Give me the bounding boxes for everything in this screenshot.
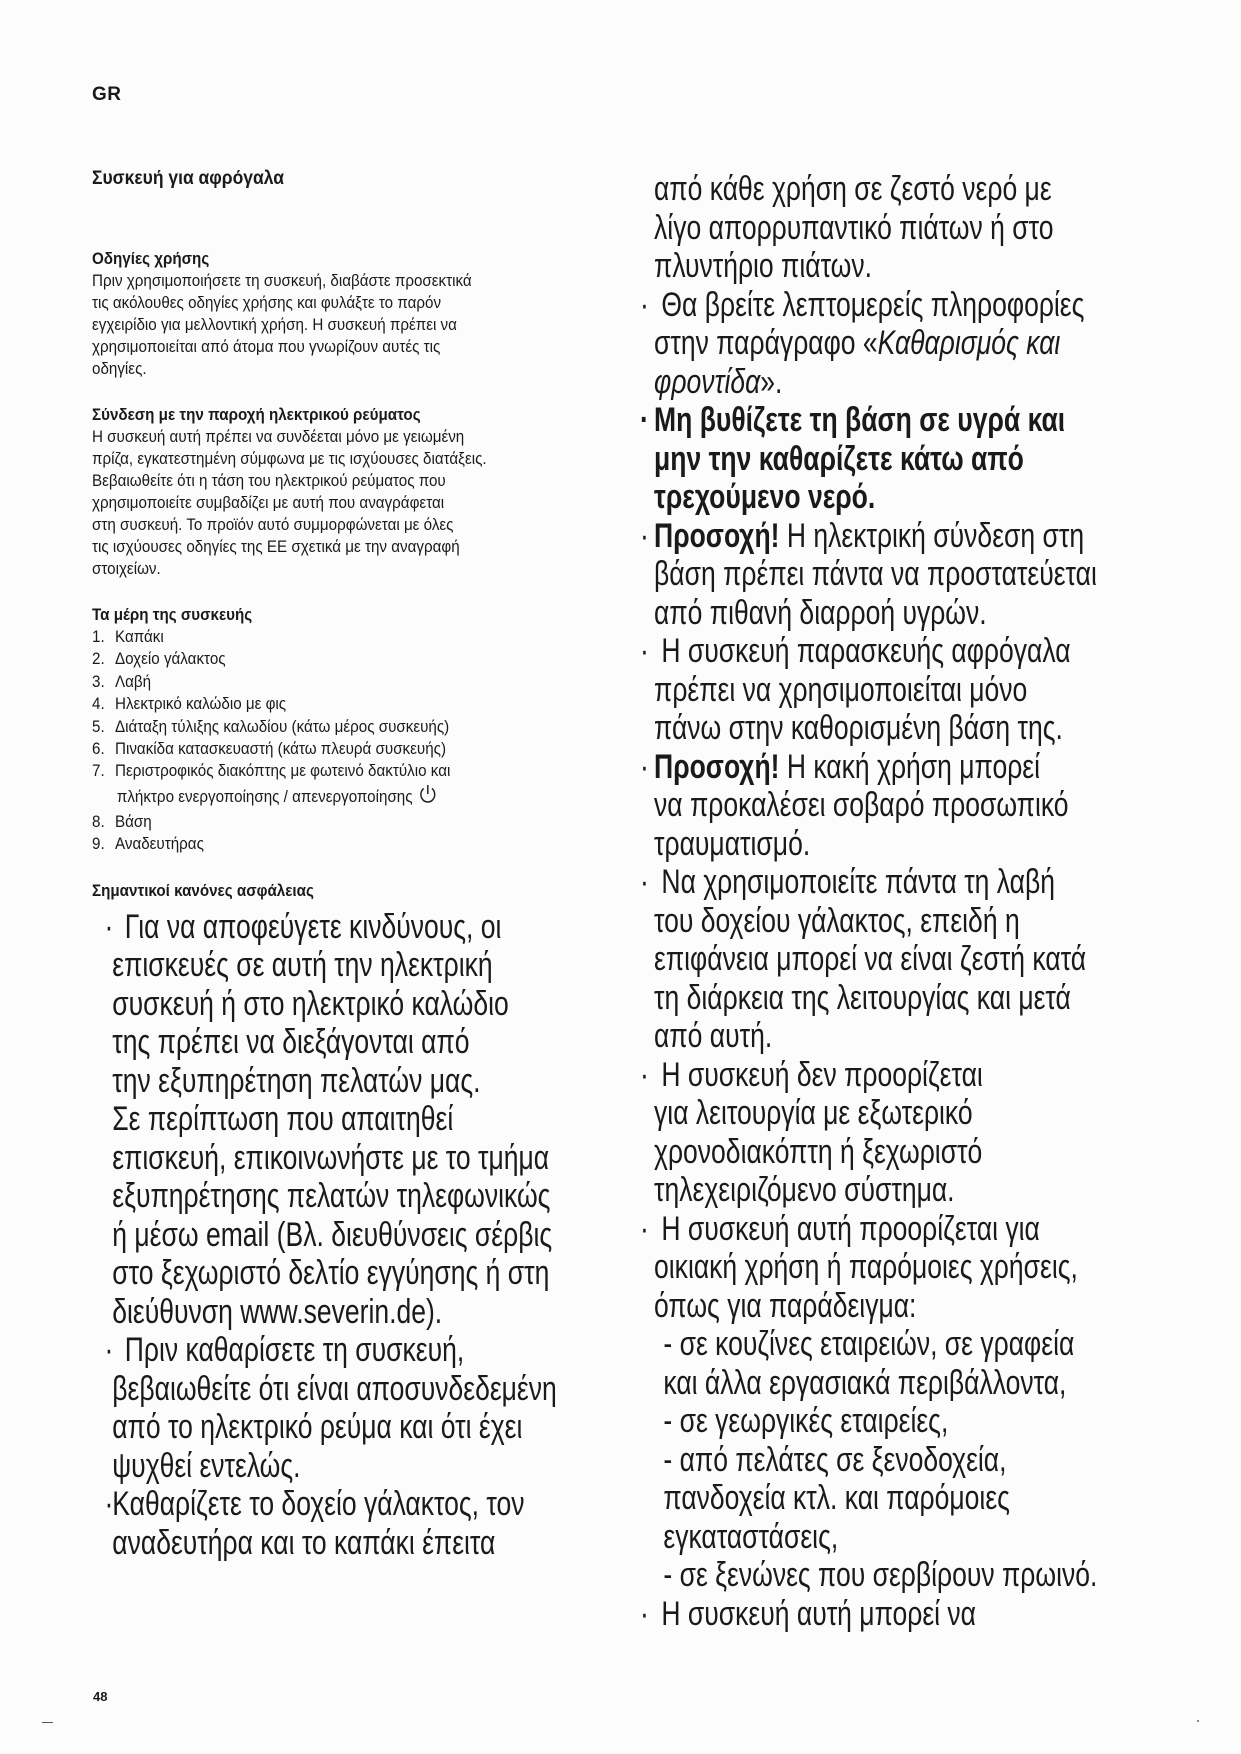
text-line: - σε ξενώνες που σερβίρουν πρωινό. xyxy=(663,1556,1098,1594)
item-text: Ηλεκτρικό καλώδιο με φις xyxy=(115,695,287,714)
text-line: - σε κουζίνες εταιρειών, σε γραφεία xyxy=(663,1325,1075,1363)
line-text: Η συσκευή αυτή προορίζεται για xyxy=(661,1209,1040,1248)
list-item-continuation xyxy=(92,783,570,811)
text-line xyxy=(640,324,1085,363)
item-text: Δοχείο γάλακτος xyxy=(115,650,226,669)
text-line xyxy=(640,1595,1085,1634)
text-line: ψυχθεί εντελώς. xyxy=(112,1446,301,1485)
text-line xyxy=(640,863,1085,902)
crop-mark xyxy=(42,1722,53,1723)
text-line: στο ξεχωριστό δελτίο εγγύησης ή στη xyxy=(112,1254,550,1293)
text-line xyxy=(640,286,1085,325)
text-line: εξυπηρέτησης πελατών τηλεφωνικώς xyxy=(112,1177,551,1216)
text-line: επισκευές σε αυτή την ηλεκτρική xyxy=(112,946,493,985)
line-text: Η συσκευή παρασκευής αφρόγαλα xyxy=(661,632,1071,670)
text-line: Πριν χρησιμοποιήσετε τη συσκευή, διαβάστε προσεκτικά xyxy=(92,272,472,290)
text-line: και άλλα εργασιακά περιβάλλοντα, xyxy=(663,1363,1067,1402)
list-item xyxy=(92,811,570,833)
section-heading-safety: Σημαντικοί κανόνες ασφάλειας xyxy=(92,881,314,900)
text-line xyxy=(640,363,1085,402)
parts-list xyxy=(92,626,612,856)
text-line xyxy=(640,632,1085,671)
page-number: 48 xyxy=(93,1689,108,1704)
text-line: του δοχείου γάλακτος, επειδή η xyxy=(654,901,1020,940)
text-line xyxy=(640,1056,1085,1095)
text-line: της πρέπει να διεξάγονται από xyxy=(112,1023,470,1062)
bullet: · xyxy=(640,632,649,670)
text-line: την εξυπηρέτηση πελατών μας. xyxy=(112,1061,481,1100)
text-line: εγκαταστάσεις, xyxy=(663,1517,839,1556)
line-text: Θα βρείτε λεπτομερείς πληροφορίες xyxy=(661,285,1085,324)
text-line: χρονοδιακόπτη ή ξεχωριστό xyxy=(654,1132,983,1171)
text-line: από κάθε χρήση σε ζεστό νερό με xyxy=(654,170,1052,208)
text-line: πρέπει να χρησιμοποιείται μόνο xyxy=(654,670,1028,709)
text-line xyxy=(92,1331,498,1370)
item-text: Αναδευτήρας xyxy=(115,835,204,854)
bullet: · xyxy=(640,747,649,786)
section-heading-connection: Σύνδεση με την παροχή ηλεκτρικού ρεύματος xyxy=(92,406,421,424)
item-text: Πινακίδα κατασκευαστή (κάτω πλευρά συσκευής) xyxy=(115,740,447,759)
safety-left-text xyxy=(92,908,612,1563)
list-item xyxy=(92,671,570,693)
list-item xyxy=(92,648,570,670)
document-title: Συσκευή για αφρόγαλα xyxy=(92,168,285,189)
item-number: 8. xyxy=(92,812,105,831)
item-number: 7. xyxy=(92,762,105,781)
text-line: τηλεχειριζόμενο σύστημα. xyxy=(654,1171,955,1209)
text-line: τραυματισμό. xyxy=(654,824,811,863)
caution-label: Προσοχή! xyxy=(654,747,780,786)
text-line: χρησιμοποιείται από άτομα που γνωρίζουν αυτές τις xyxy=(92,338,441,356)
text-line: Σε περίπτωση που απαιτηθεί xyxy=(112,1100,454,1139)
text-line: Η συσκευή αυτή πρέπει να συνδέεται μόνο με γειωμένη xyxy=(92,428,465,446)
text-line: λίγο απορρυπαντικό πιάτων ή στο xyxy=(654,208,1054,247)
line-text: Καθαρίζετε το δοχείο γάλακτος, τον xyxy=(112,1485,525,1524)
section-heading-instructions: Οδηγίες χρήσης xyxy=(92,250,210,268)
text-line: πρίζα, εγκατεστημένη σύμφωνα με τις ισχύουσες διατάξεις. xyxy=(92,450,487,468)
text-line: οδηγίες. xyxy=(92,360,147,378)
connection-paragraph xyxy=(92,426,612,580)
text-line: πανδοχεία κτλ. και παρόμοιες xyxy=(663,1479,1010,1517)
item-number: 5. xyxy=(92,717,105,736)
text-line: στη συσκευή. Το προϊόν αυτό συμμορφώνεται με όλες xyxy=(92,516,454,534)
list-item xyxy=(92,716,570,738)
text-line: - από πελάτες σε ξενοδοχεία, xyxy=(663,1440,1007,1479)
cross-reference: Καθαρισμός και xyxy=(877,324,1061,362)
line-text: Για να αποφεύγετε κινδύνους, οι xyxy=(124,907,502,946)
line-text: Να χρησιμοποιείτε πάντα τη λαβή xyxy=(661,863,1055,901)
instructions-paragraph xyxy=(92,270,612,380)
bullet: · xyxy=(640,1209,649,1248)
line-text: Η κακή χρήση μπορεί xyxy=(779,747,1041,786)
bullet: · xyxy=(640,1594,649,1633)
item-text: Λαβή xyxy=(115,672,152,691)
caution-label: Προσοχή! xyxy=(654,516,780,555)
item-text: Βάση xyxy=(115,812,152,831)
item-number: 4. xyxy=(92,695,105,714)
text-line xyxy=(640,748,1085,787)
list-item xyxy=(92,626,570,648)
text-line: από το ηλεκτρικό ρεύμα και ότι έχει xyxy=(112,1408,523,1447)
bullet: · xyxy=(104,1331,114,1370)
text-line: πάνω στην καθορισμένη βάση της. xyxy=(654,709,1063,747)
text-line xyxy=(640,1210,1085,1249)
text-line: επισκευή, επικοινωνήστε με το τμήμα xyxy=(112,1138,550,1177)
text-line: - σε γεωργικές εταιρείες, xyxy=(663,1402,949,1440)
bullet: · xyxy=(104,907,114,946)
item-number: 3. xyxy=(92,672,105,691)
text-line: επιφάνεια μπορεί να είναι ζεστή κατά xyxy=(654,940,1087,978)
text-line xyxy=(640,517,1085,556)
bullet: · xyxy=(640,285,649,324)
left-column xyxy=(92,168,612,1562)
item-number: 9. xyxy=(92,835,105,854)
text-line: όπως για παράδειγμα: xyxy=(654,1286,917,1325)
text-line: οικιακή χρήση ή παρόμοιες χρήσεις, xyxy=(654,1248,1078,1286)
text-line: τις ακόλουθες οδηγίες χρήσης και φυλάξτε το παρόν xyxy=(92,294,442,312)
text-line xyxy=(92,1485,525,1524)
bullet: · xyxy=(640,516,649,555)
item-text: Διάταξη τύλιξης καλωδίου (κάτω μέρος συσκευής) xyxy=(115,717,450,736)
line-text: Η συσκευή δεν προορίζεται xyxy=(661,1055,983,1094)
text-line: για λειτουργία με εξωτερικό xyxy=(654,1094,973,1132)
text-line: χρησιμοποιείτε συμβαδίζει με αυτή που αναγράφεται xyxy=(92,494,445,512)
line-text: Μη βυθίζετε τη βάση σε υγρά και xyxy=(654,401,1066,439)
text-line: αναδευτήρα και το καπάκι έπειτα xyxy=(112,1523,496,1562)
item-number: 1. xyxy=(92,628,105,646)
text-line: ή μέσω email (Βλ. διευθύνσεις σέρβις xyxy=(112,1215,553,1254)
list-item xyxy=(92,833,570,855)
text-line: από αυτή. xyxy=(654,1017,773,1055)
bullet: · xyxy=(640,401,649,439)
text-line: πλυντήριο πιάτων. xyxy=(654,247,873,285)
text-line: διεύθυνση www.severin.de). xyxy=(112,1292,443,1331)
line-text: Η ηλεκτρική σύνδεση στη xyxy=(779,516,1085,555)
bullet: · xyxy=(640,863,649,901)
item-text: Περιστροφικός διακόπτης με φωτεινό δακτύλιο και xyxy=(115,762,451,781)
line-text: ». xyxy=(760,362,783,401)
power-icon xyxy=(418,783,438,811)
text-line: βεβαιωθείτε ότι είναι αποσυνδεδεμένη xyxy=(112,1369,557,1408)
list-item xyxy=(92,760,570,782)
line-text: στην παράγραφο « xyxy=(654,324,878,362)
item-number: 6. xyxy=(92,740,105,759)
section-heading-parts: Τα μέρη της συσκευής xyxy=(92,606,253,624)
text-line: να προκαλέσει σοβαρό προσωπικό xyxy=(654,786,1069,824)
list-item xyxy=(92,693,570,715)
cross-reference: φροντίδα xyxy=(654,362,761,401)
text-line: εγχειρίδιο για μελλοντική χρήση. Η συσκευή πρέπει να xyxy=(92,316,457,334)
text-line: τρεχούμενο νερό. xyxy=(654,478,876,516)
text-line: από πιθανή διαρροή υγρών. xyxy=(654,593,987,632)
language-code: GR xyxy=(92,84,122,105)
crop-mark xyxy=(1197,1720,1199,1722)
text-line: Βεβαιωθείτε ότι η τάση του ηλεκτρικού ρεύματος που xyxy=(92,472,446,490)
bullet: · xyxy=(640,1055,649,1094)
text-line: μην την καθαρίζετε κάτω από xyxy=(654,439,1024,478)
item-text: πλήκτρο ενεργοποίησης / απενεργοποίησης xyxy=(116,787,413,806)
line-text: Η συσκευή αυτή μπορεί να xyxy=(661,1594,977,1633)
text-line xyxy=(92,907,502,947)
text-line: βάση πρέπει πάντα να προστατεύεται xyxy=(654,555,1097,593)
text-line xyxy=(640,401,1085,440)
line-text: Πριν καθαρίσετε τη συσκευή, xyxy=(124,1331,465,1370)
text-line: συσκευή ή στο ηλεκτρικό καλώδιο xyxy=(112,984,509,1023)
item-number: 2. xyxy=(92,650,105,669)
item-text: Καπάκι xyxy=(115,628,164,646)
bullet: · xyxy=(104,1485,114,1524)
text-line: τις ισχύουσες οδηγίες της ΕΕ σχετικά με την αναγραφή xyxy=(92,538,460,556)
text-line: στοιχείων. xyxy=(92,560,161,578)
list-item xyxy=(92,738,570,760)
right-column xyxy=(640,170,1210,1633)
text-line: τη διάρκεια της λειτουργίας και μετά xyxy=(654,978,1071,1017)
